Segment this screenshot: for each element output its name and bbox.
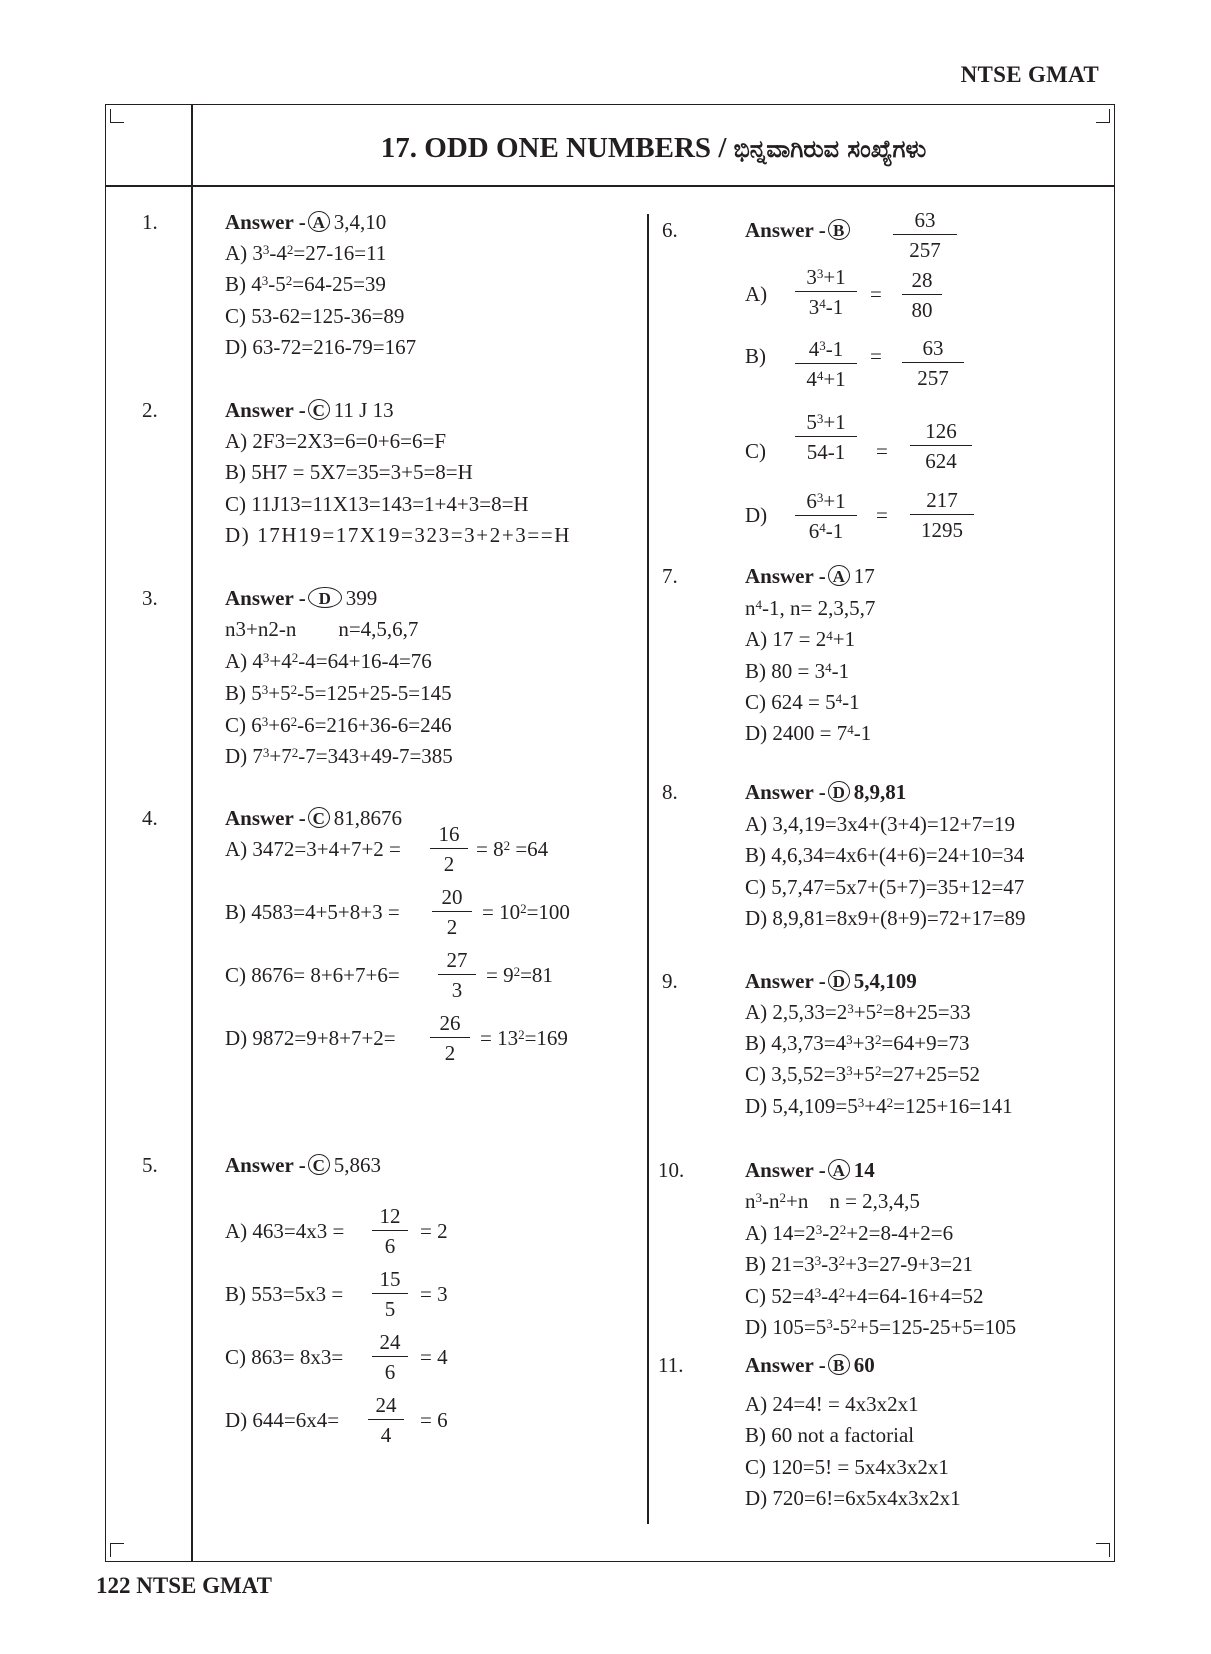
section-title-en: 17. ODD ONE NUMBERS / <box>380 132 727 164</box>
answer-option-circle: C <box>308 1154 330 1175</box>
q4-option-b-fraction: $\frac{20}{2}$ <box>432 885 472 939</box>
answer-option-circle: D <box>828 781 850 802</box>
q2-option-d: D) 17H19=17X19=323=3+2+3==H <box>225 523 572 547</box>
q6-option-a-equals: = <box>870 282 882 306</box>
q9-option-d: D) $5,4,109=5^3+4^2=125+16=141$ <box>745 1094 1013 1118</box>
question-number-9: 9. <box>662 969 678 993</box>
q8-option-a: A) 3,4,19=3x4+(3+4)=12+7=19 <box>745 812 1015 836</box>
answer-line-9: Answer - D 5,4,109 <box>745 969 917 993</box>
q5-option-d-fraction: $\frac{24}{4}$ <box>368 1393 404 1447</box>
question-number-1: 1. <box>142 210 158 234</box>
q5-option-a: A) 463=4x3 = <box>225 1219 345 1243</box>
q4-option-d-fraction: $\frac{26}{2}$ <box>430 1011 470 1065</box>
q3-option-c: C) $6^3+6^2-6=216+36-6=246$ <box>225 713 452 737</box>
q11-option-b: B) 60 not a factorial <box>745 1423 915 1447</box>
q4-option-c: C) 8676= 8+6+7+6= <box>225 963 400 987</box>
q4-option-b-result: = $10^2=100$ <box>482 900 570 924</box>
q4-option-d-result: = $13^2=169$ <box>480 1026 568 1050</box>
q5-option-a-fraction: $\frac{12}{6}$ <box>372 1204 408 1258</box>
q7-option-a: A) $17 = 2^4+1$ <box>745 627 856 651</box>
answer-line-6: Answer - B <box>745 218 854 242</box>
q4-option-c-result: = $9^2=81$ <box>486 963 553 987</box>
q4-option-a: A) 3472=3+4+7+2 = <box>225 837 401 861</box>
answer-option-circle: C <box>308 807 330 828</box>
answer-option-circle: B <box>828 1354 850 1375</box>
q7-option-d: D) $2400 = 7^4-1$ <box>745 721 872 745</box>
q11-option-a: A) 24=4! = 4x3x2x1 <box>745 1392 919 1416</box>
corner-ornament-br <box>1096 1543 1110 1557</box>
answer-line-1 <box>225 210 386 234</box>
answer-line-2: Answer - C 11 J 13 <box>225 398 394 422</box>
q5-option-c: C) 863= 8x3= <box>225 1345 344 1369</box>
answer-option-circle: A <box>828 1159 850 1180</box>
q6-option-c-label: C) <box>745 439 766 463</box>
q4-option-d: D) 9872=9+8+7+2= <box>225 1026 396 1050</box>
q10-option-c: C) $52=4^3-4^2+4=64-16+4=52$ <box>745 1284 984 1308</box>
answer-option-circle: A <box>308 211 330 232</box>
question-number-4: 4. <box>142 806 158 830</box>
q6-option-d-result: $\frac{217}{1295}$ <box>910 488 974 542</box>
q6-option-a-label: A) <box>745 282 768 306</box>
q3-formula: n3+n2-n n=4,5,6,7 <box>225 617 419 641</box>
title-divider <box>105 185 1115 187</box>
section-title-kn: ಭಿನ್ನವಾಗಿರುವ ಸಂಖ್ಯೆಗಳು <box>733 135 927 163</box>
page-header: NTSE GMAT <box>960 62 1099 87</box>
q9-option-b: B) $4,3,73=4^3+3^2=64+9=73$ <box>745 1031 970 1055</box>
question-number-10: 10. <box>658 1158 685 1182</box>
question-number-7: 7. <box>662 564 678 588</box>
q4-option-c-fraction: $\frac{27}{3}$ <box>438 948 476 1002</box>
q1-option-a: A) $3^3-4^2=27-16=11$ <box>225 241 387 265</box>
answer-line-5: Answer - C 5,863 <box>225 1153 381 1177</box>
q8-option-d: D) 8,9,81=8x9+(8+9)=72+17=89 <box>745 906 1026 930</box>
page-footer <box>96 1573 272 1599</box>
q6-option-b-result: $\frac{63}{257}$ <box>902 336 964 390</box>
q4-option-a-fraction: $\frac{16}{2}$ <box>430 822 468 876</box>
q6-option-a-result: $\frac{28}{80}$ <box>902 268 942 322</box>
corner-ornament-tr <box>1096 109 1110 123</box>
section-title <box>192 132 1115 165</box>
q7-option-b: B) $80 = 3^4-1$ <box>745 659 850 683</box>
corner-ornament-tl <box>110 109 124 123</box>
answer-line-4: Answer - C 81,8676 <box>225 806 402 830</box>
answer-line-8: Answer - D 8,9,81 <box>745 780 907 804</box>
q6-option-b-equals: = <box>870 344 882 368</box>
answer-line-10: Answer - A 14 <box>745 1158 875 1182</box>
q10-option-a: A) $14=2^3-2^2+2=8-4+2=6$ <box>745 1221 954 1245</box>
q1-option-d: D) 63-72=216-79=167 <box>225 335 417 359</box>
page-number: 122 <box>96 1573 131 1598</box>
question-number-6: 6. <box>662 218 678 242</box>
q6-option-b-label: B) <box>745 344 766 368</box>
q6-option-d-fraction: $\frac{6^3+1}{6^4-1}$ <box>795 489 857 543</box>
q6-option-a-fraction: $\frac{3^3+1}{3^4-1}$ <box>795 265 857 319</box>
answer-line-3: Answer - D 399 <box>225 586 378 610</box>
q7-formula: $n^4-1$, n= 2,3,5,7 <box>745 596 876 620</box>
q6-option-c-equals: = <box>876 439 888 463</box>
q3-option-d: D) $7^3+7^2-7=343+49-7=385$ <box>225 744 453 768</box>
q5-option-b-fraction: $\frac{15}{5}$ <box>372 1267 408 1321</box>
left-margin-rule <box>191 104 193 1562</box>
q1-option-c: C) 53-62=125-36=89 <box>225 304 405 328</box>
question-number-3: 3. <box>142 586 158 610</box>
answer-option-circle: C <box>308 399 330 420</box>
q4-option-a-result: = $8^2 =64$ <box>476 837 549 861</box>
column-divider <box>647 214 649 1524</box>
q6-option-b-fraction: $\frac{4^3-1}{4^4+1}$ <box>795 337 857 391</box>
q5-option-c-result: = 4 <box>420 1345 448 1369</box>
q6-option-d-equals: = <box>876 503 888 527</box>
q2-option-a: A) 2F3=2X3=6=0+6=6=F <box>225 429 446 453</box>
q10-formula: $n^3-n^2+n$ n = 2,3,4,5 <box>745 1189 920 1213</box>
q9-option-a: A) $2,5,33=2^3+5^2=8+25=33$ <box>745 1000 971 1024</box>
q2-option-c: C) 11J13=11X13=143=1+4+3=8=H <box>225 492 529 516</box>
question-number-8: 8. <box>662 780 678 804</box>
q5-option-d: D) 644=6x4= <box>225 1408 340 1432</box>
q5-option-b-result: = 3 <box>420 1282 448 1306</box>
corner-ornament-bl <box>110 1543 124 1557</box>
q5-option-b: B) 553=5x3 = <box>225 1282 344 1306</box>
question-number-11: 11. <box>658 1353 684 1377</box>
footer-title: NTSE GMAT <box>136 1573 272 1598</box>
q6-answer-fraction: $\frac{63}{257}$ <box>893 208 957 262</box>
answer-option-circle: A <box>828 565 850 586</box>
q5-option-a-result: = 2 <box>420 1219 448 1243</box>
q8-option-b: B) 4,6,34=4x6+(4+6)=24+10=34 <box>745 843 1025 867</box>
q8-option-c: C) 5,7,47=5x7+(5+7)=35+12=47 <box>745 875 1025 899</box>
q11-option-d: D) 720=6!=6x5x4x3x2x1 <box>745 1486 961 1510</box>
q10-option-d: D) $105=5^3-5^2+5=125-25+5=105$ <box>745 1315 1017 1339</box>
q1-option-b: B) $4^3-5^2=64-25=39$ <box>225 272 386 296</box>
q4-option-b: B) 4583=4+5+8+3 = <box>225 900 400 924</box>
question-number-2: 2. <box>142 398 158 422</box>
q3-option-a: A) $4^3+4^2-4=64+16-4=76$ <box>225 649 432 673</box>
answer-option-circle: B <box>828 219 850 240</box>
answer-line-7: Answer - A 17 <box>745 564 875 588</box>
q5-option-c-fraction: $\frac{24}{6}$ <box>372 1330 408 1384</box>
q9-option-c: C) $3,5,52=3^3+5^2=27+25=52$ <box>745 1062 980 1086</box>
q6-option-c-fraction: $\frac{5^3+1}{54-1}$ <box>795 410 857 464</box>
q6-option-d-label: D) <box>745 503 768 527</box>
answer-line-11: Answer - B 60 <box>745 1353 875 1377</box>
q7-option-c: C) $624 = 5^4-1$ <box>745 690 860 714</box>
q10-option-b: B) $21=3^3-3^2+3=27-9+3=21$ <box>745 1252 973 1276</box>
question-number-5: 5. <box>142 1153 158 1177</box>
answer-option-circle: D <box>828 970 850 991</box>
answer-option-circle: D <box>308 587 342 608</box>
q5-option-d-result: = 6 <box>420 1408 448 1432</box>
q2-option-b: B) 5H7 = 5X7=35=3+5=8=H <box>225 460 473 484</box>
q6-option-c-result: $\frac{126}{624}$ <box>910 419 972 473</box>
q11-option-c: C) 120=5! = 5x4x3x2x1 <box>745 1455 949 1479</box>
q3-option-b: B) $5^3+5^2-5=125+25-5=145$ <box>225 681 452 705</box>
answer-value: 3,4,10 <box>333 210 387 234</box>
answer-label: Answer - <box>225 210 306 234</box>
